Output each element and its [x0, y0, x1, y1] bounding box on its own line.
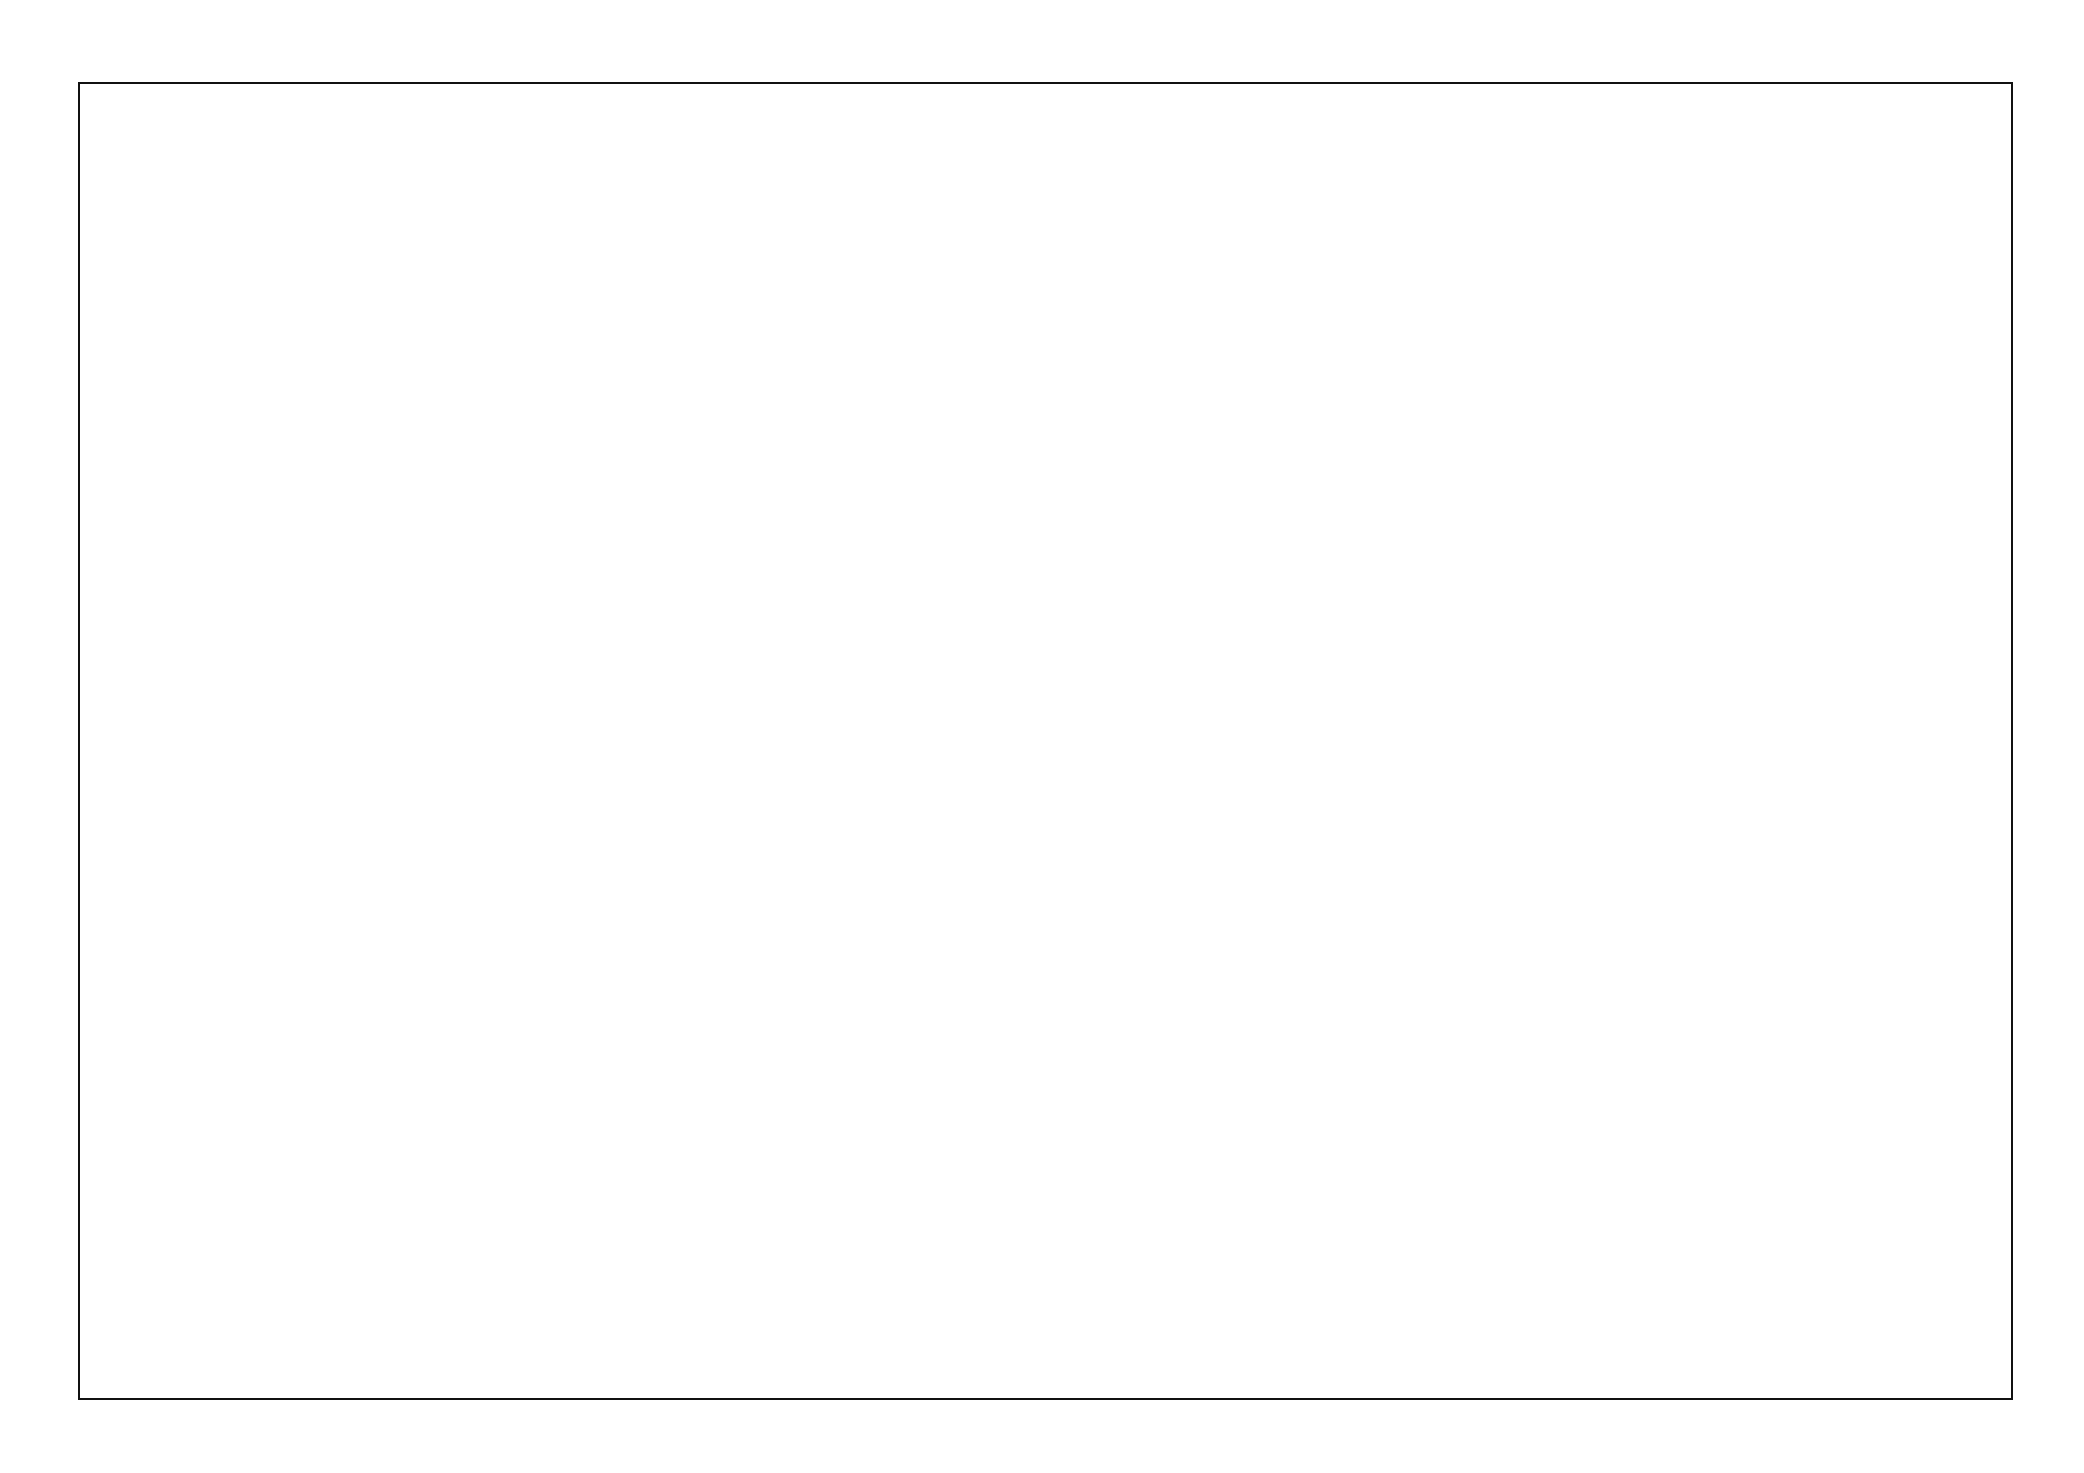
- genealogy-table: [78, 82, 2013, 1400]
